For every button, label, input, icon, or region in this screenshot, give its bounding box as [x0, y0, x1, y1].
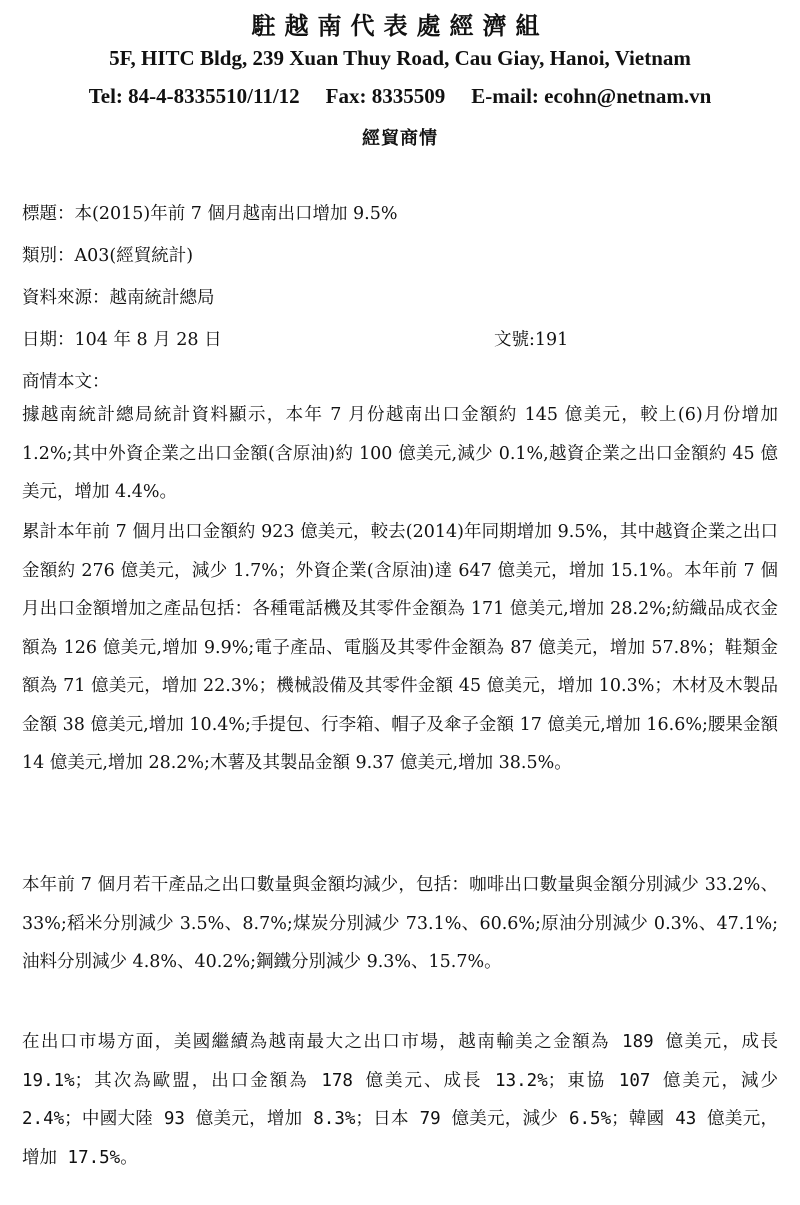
paragraph-export-markets: 在出口市場方面，美國繼續為越南最大之出口市場，越南輸美之金額為 189 億美元，成長 19.1%；其次為歐盟，出口金額為 178 億美元、成長 13.2%；東協 107 億美元，減少 2.4%；中國大陸 93 億美元，增加 8.3%；日本 79 億美元，減少 6.5%；韓國 43 億美元，增加 17.5%。 — [22, 1032, 778, 1168]
category-field: 類別：A03(經貿統計) — [22, 246, 194, 266]
date-field: 日期：104 年 8 月 28 日 — [22, 330, 222, 350]
organization-name: 駐越南代表處經濟組 — [251, 11, 549, 40]
contact-line — [0, 84, 800, 109]
telephone: Tel: 84-4-8335510/11/12 — [88, 84, 300, 108]
email: E-mail: ecohn@netnam.vn — [471, 84, 712, 108]
paragraph-seven-month-exports: 累計本年前 7 個月出口金額約 923 億美元，較去(2014)年同期增加 9.5%，其中越資企業之出口金額約 276 億美元，減少 1.7%；外資企業(含原油)達 647 億美元，增加 15.1%。本年前 7 個月出口金額增加之產品包括：各種電話機及其零件金額為 171 億美元,增加 28.2%;紡織品成衣金額為 126 億美元,增加 9.9%;電子產品、電腦及其零件金額為 87 億美元，增加 57.8%；鞋類金額為 71 億美元，增加 22.3%；機械設備及其零件金額 45 億美元，增加 10.3%；木材及木製品金額 38 億美元,增加 10.4%;手提包、行李箱、帽子及傘子金額 17 億美元,增加 16.6%;腰果金額 14 億美元,增加 28.2%;木薯及其製品金額 9.37 億美元,增加 38.5%。 — [22, 522, 778, 773]
fax: Fax: 8335509 — [325, 84, 446, 108]
paragraph-decreased-products: 本年前 7 個月若干產品之出口數量與金額均減少，包括：咖啡出口數量與金額分別減少 33.2%、33%;稻米分別減少 3.5%、8.7%;煤炭分別減少 73.1%、60.6%;原油分別減少 0.3%、47.1%;油料分別減少 4.8%、40.2%;鋼鐵分別減少 9.3%、15.7%。 — [22, 875, 778, 972]
office-address: 5F, HITC Bldg, 239 Xuan Thuy Road, Cau Giay, Hanoi, Vietnam — [109, 46, 691, 70]
paragraph-july-exports: 據越南統計總局統計資料顯示，本年 7 月份越南出口金額約 145 億美元，較上(6)月份增加 1.2%;其中外資企業之出口金額(含原油)約 100 億美元,減少 0.1%,越資企業之出口金額約 45 億美元，增加 4.4%。 — [22, 405, 778, 502]
document-number: 文號:191 — [494, 330, 569, 350]
section-title: 經貿商情 — [362, 128, 438, 149]
body-label: 商情本文： — [22, 372, 110, 392]
title-field: 標題：本(2015)年前 7 個月越南出口增加 9.5% — [22, 204, 398, 224]
source-field: 資料來源：越南統計總局 — [22, 288, 215, 308]
